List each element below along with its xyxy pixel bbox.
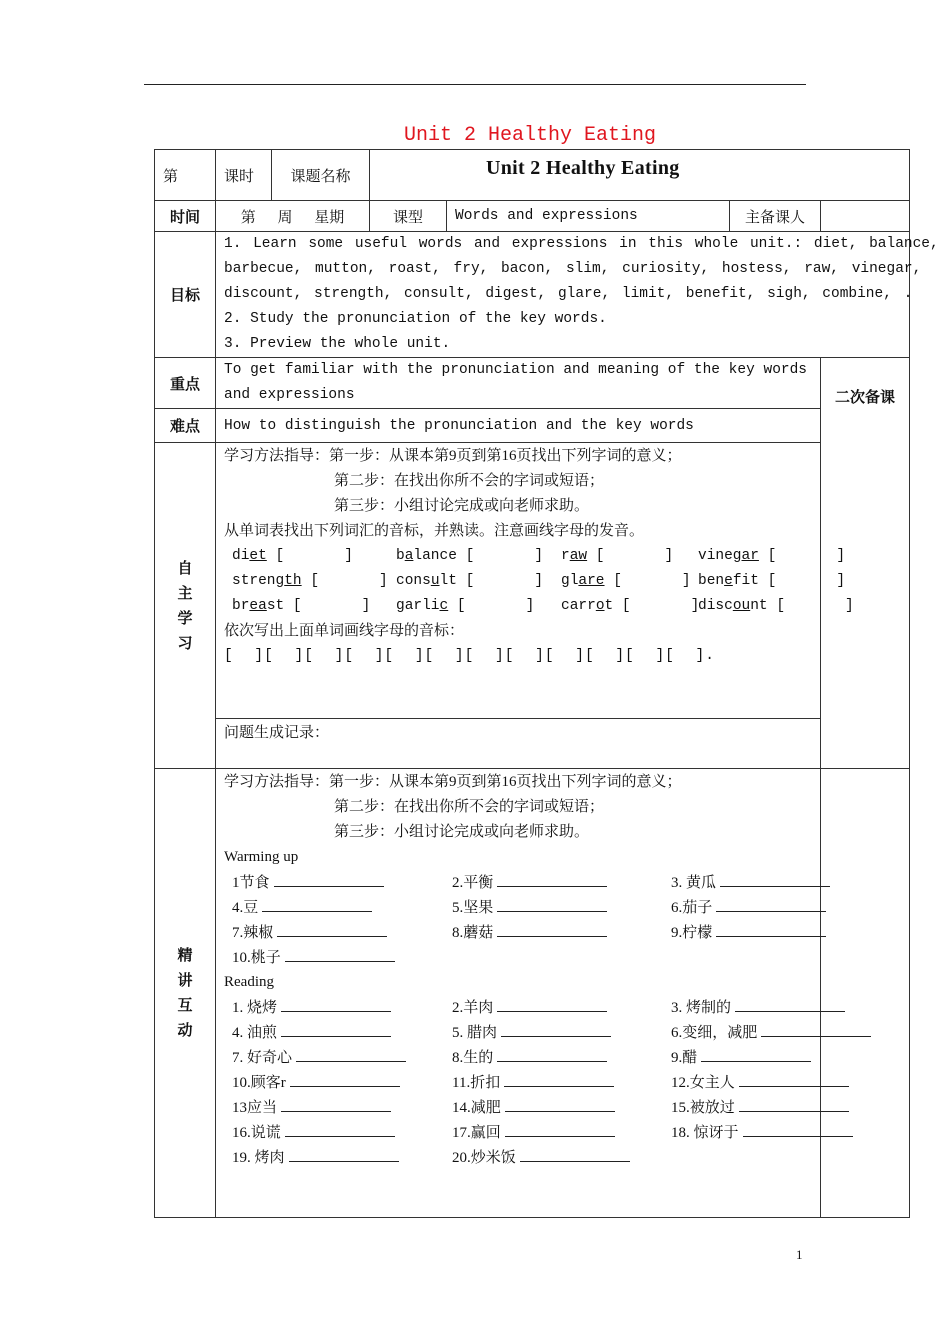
vocab-item: 10.桃子 bbox=[232, 945, 452, 970]
guide-line: 学习方法指导：第一步：从课本第9页到第16页找出下列字词的意义； bbox=[224, 448, 682, 464]
vocab-item: 19. 烤肉 bbox=[232, 1145, 452, 1170]
answer-blank[interactable] bbox=[290, 1070, 400, 1087]
answer-blank[interactable] bbox=[735, 995, 845, 1012]
answer-blank[interactable] bbox=[716, 895, 826, 912]
answer-blank[interactable] bbox=[716, 920, 826, 937]
vocab-item: 12.女主人 bbox=[671, 1070, 861, 1095]
vocab-item: 4.豆 bbox=[232, 895, 452, 920]
teacher-label: 主备课人 bbox=[730, 201, 821, 232]
guide-line: 第二步：在找出你所不会的字词或短语； bbox=[334, 799, 605, 815]
phonetic-intro: 从单词表找出下列词汇的音标，并熟读。注意画线字母的发音。 bbox=[224, 523, 645, 539]
answer-blank[interactable] bbox=[296, 1045, 406, 1062]
vocab-item: 20.炒米饭 bbox=[452, 1145, 671, 1170]
vocab-item: 16.说谎 bbox=[232, 1120, 452, 1145]
vocab-item: 7. 好奇心 bbox=[232, 1045, 452, 1070]
vocab-item: 6.茄子 bbox=[671, 895, 861, 920]
vocab-item: 3. 烤制的 bbox=[671, 995, 861, 1020]
difficulties-label: 难点 bbox=[155, 409, 216, 443]
answer-blank[interactable] bbox=[501, 1020, 611, 1037]
phonetic-word: vinegar [ ] bbox=[698, 548, 846, 564]
vocab-item: 6.变细，减肥 bbox=[671, 1020, 861, 1045]
interactive-content bbox=[216, 769, 821, 1218]
vocab-item: 10.顾客r bbox=[232, 1070, 452, 1095]
difficulties-content: How to distinguish the pronunciation and the key words bbox=[216, 409, 821, 443]
second-prep-cell bbox=[821, 769, 910, 1218]
second-prep-column bbox=[821, 358, 910, 769]
goal-line: discount, strength, consult, digest, glare, limit, benefit, sigh, combine, . bbox=[224, 286, 913, 302]
type-label: 课型 bbox=[370, 201, 447, 232]
vocab-item: 5. 腊肉 bbox=[452, 1020, 671, 1045]
phonetic-word: strength [ ] bbox=[232, 573, 388, 589]
vocab-item: 8.蘑菇 bbox=[452, 920, 671, 945]
answer-blank[interactable] bbox=[743, 1120, 853, 1137]
answer-blank[interactable] bbox=[281, 995, 391, 1012]
answer-blank[interactable] bbox=[262, 895, 372, 912]
goal-line: 2. Study the pronunciation of the key words. bbox=[224, 311, 607, 327]
vocab-item: 2.平衡 bbox=[452, 870, 671, 895]
key-point-line: and expressions bbox=[224, 387, 355, 403]
phonetic-word: balance [ ] bbox=[396, 548, 544, 564]
vocab-item: 5.坚果 bbox=[452, 895, 671, 920]
self-study-content bbox=[216, 443, 854, 719]
goal-line: 3. Preview the whole unit. bbox=[224, 336, 451, 352]
phonetic-word: diet [ ] bbox=[232, 548, 353, 564]
interactive-label: 精 讲 互 动 bbox=[155, 769, 216, 1218]
key-point-line: To get familiar with the pronunciation and meaning of the key words bbox=[224, 362, 807, 378]
answer-blank[interactable] bbox=[497, 995, 607, 1012]
time-label: 时间 bbox=[155, 201, 216, 232]
goals-content bbox=[216, 232, 939, 358]
warming-title: Warming up bbox=[224, 849, 299, 865]
type-value: Words and expressions bbox=[447, 201, 730, 232]
vocab-item: 3. 黄瓜 bbox=[671, 870, 861, 895]
answer-blank[interactable] bbox=[274, 870, 384, 887]
guide-line: 学习方法指导：第一步：从课本第9页到第16页找出下列字词的意义； bbox=[224, 774, 682, 790]
answer-blank[interactable] bbox=[289, 1145, 399, 1162]
phonetic-word: garlic [ ] bbox=[396, 598, 535, 614]
vocab-item: 17.赢回 bbox=[452, 1120, 671, 1145]
vocab-item: 7.辣椒 bbox=[232, 920, 452, 945]
phonetic-brackets: [ ][ ][ ][ ][ ][ ][ ][ ][ ][ ][ ][ ]. bbox=[224, 648, 715, 664]
reading-grid bbox=[224, 995, 812, 1170]
phonetic-word: raw [ ] bbox=[561, 548, 674, 564]
answer-blank[interactable] bbox=[505, 1095, 615, 1112]
problem-record bbox=[216, 719, 821, 769]
key-points-content bbox=[216, 358, 821, 409]
answer-blank[interactable] bbox=[720, 870, 830, 887]
vocab-item: 1. 烧烤 bbox=[232, 995, 452, 1020]
answer-blank[interactable] bbox=[701, 1045, 811, 1062]
phonetic-word: benefit [ ] bbox=[698, 573, 846, 589]
lesson-title: Unit 2 Healthy Eating bbox=[486, 156, 680, 179]
goals-label: 目标 bbox=[155, 232, 216, 358]
lesson-title-cell bbox=[370, 150, 910, 201]
vocab-item: 2.羊肉 bbox=[452, 995, 671, 1020]
phonetic-word: discount [ ] bbox=[698, 598, 854, 614]
phonetic-word: carrot [ ] bbox=[561, 598, 700, 614]
period-cell: 第 bbox=[155, 150, 216, 201]
phonetic-word: glare [ ] bbox=[561, 573, 691, 589]
phonetic-word: breast [ ] bbox=[232, 598, 371, 614]
answer-blank[interactable] bbox=[497, 1045, 607, 1062]
word-grid bbox=[224, 544, 854, 619]
self-study-label: 自 主 学 习 bbox=[155, 443, 216, 769]
vocab-item: 13应当 bbox=[232, 1095, 452, 1120]
vocab-item: 18. 惊讶于 bbox=[671, 1120, 861, 1145]
answer-blank[interactable] bbox=[504, 1070, 614, 1087]
vocab-item: 9.醋 bbox=[671, 1045, 861, 1070]
goal-line: barbecue, mutton, roast, fry, bacon, slim, curiosity, hostess, raw, vinegar, bbox=[224, 261, 922, 277]
answer-blank[interactable] bbox=[520, 1145, 630, 1162]
teacher-field bbox=[821, 201, 910, 232]
page-number: 1 bbox=[796, 1247, 803, 1262]
guide-line: 第三步：小组讨论完成或向老师求助。 bbox=[334, 824, 590, 840]
vocab-item: 4. 油煎 bbox=[232, 1020, 452, 1045]
reading-title: Reading bbox=[224, 974, 274, 990]
vocab-item: 15.被放过 bbox=[671, 1095, 861, 1120]
document-title: Unit 2 Healthy Eating bbox=[403, 124, 657, 147]
answer-blank[interactable] bbox=[285, 1120, 395, 1137]
answer-blank[interactable] bbox=[277, 920, 387, 937]
warming-grid bbox=[224, 870, 812, 970]
guide-line: 第二步：在找出你所不会的字词或短语； bbox=[334, 473, 605, 489]
answer-blank[interactable] bbox=[739, 1070, 849, 1087]
phonetic-word: consult [ ] bbox=[396, 573, 544, 589]
vocab-item: 1节食 bbox=[232, 870, 452, 895]
key-points-label: 重点 bbox=[155, 358, 216, 409]
vocab-item: 8.生的 bbox=[452, 1045, 671, 1070]
problem-label: 问题生成记录： bbox=[224, 725, 330, 741]
answer-blank[interactable] bbox=[761, 1020, 871, 1037]
vocab-item: 14.减肥 bbox=[452, 1095, 671, 1120]
date-field: 第 周 星期 bbox=[216, 201, 370, 232]
answer-blank[interactable] bbox=[285, 945, 395, 962]
answer-blank[interactable] bbox=[739, 1095, 849, 1112]
guide-line: 第三步：小组讨论完成或向老师求助。 bbox=[334, 498, 590, 514]
answer-blank[interactable] bbox=[281, 1020, 391, 1037]
header-rule bbox=[144, 84, 806, 85]
answer-blank[interactable] bbox=[505, 1120, 615, 1137]
answer-blank[interactable] bbox=[497, 920, 607, 937]
goal-line: 1. Learn some useful words and expressions in this whole unit.: diet, balance, bbox=[224, 236, 939, 252]
write-intro: 依次写出上面单词画线字母的音标： bbox=[224, 623, 465, 639]
answer-blank[interactable] bbox=[497, 895, 607, 912]
vocab-item: 9.柠檬 bbox=[671, 920, 861, 945]
answer-blank[interactable] bbox=[281, 1095, 391, 1112]
answer-blank[interactable] bbox=[497, 870, 607, 887]
vocab-item: 11.折扣 bbox=[452, 1070, 671, 1095]
period-unit-cell: 课时 bbox=[216, 150, 272, 201]
topic-label: 课题名称 bbox=[272, 150, 370, 201]
second-prep-label: 二次备课 bbox=[835, 388, 896, 406]
lesson-plan-table bbox=[154, 149, 939, 1218]
